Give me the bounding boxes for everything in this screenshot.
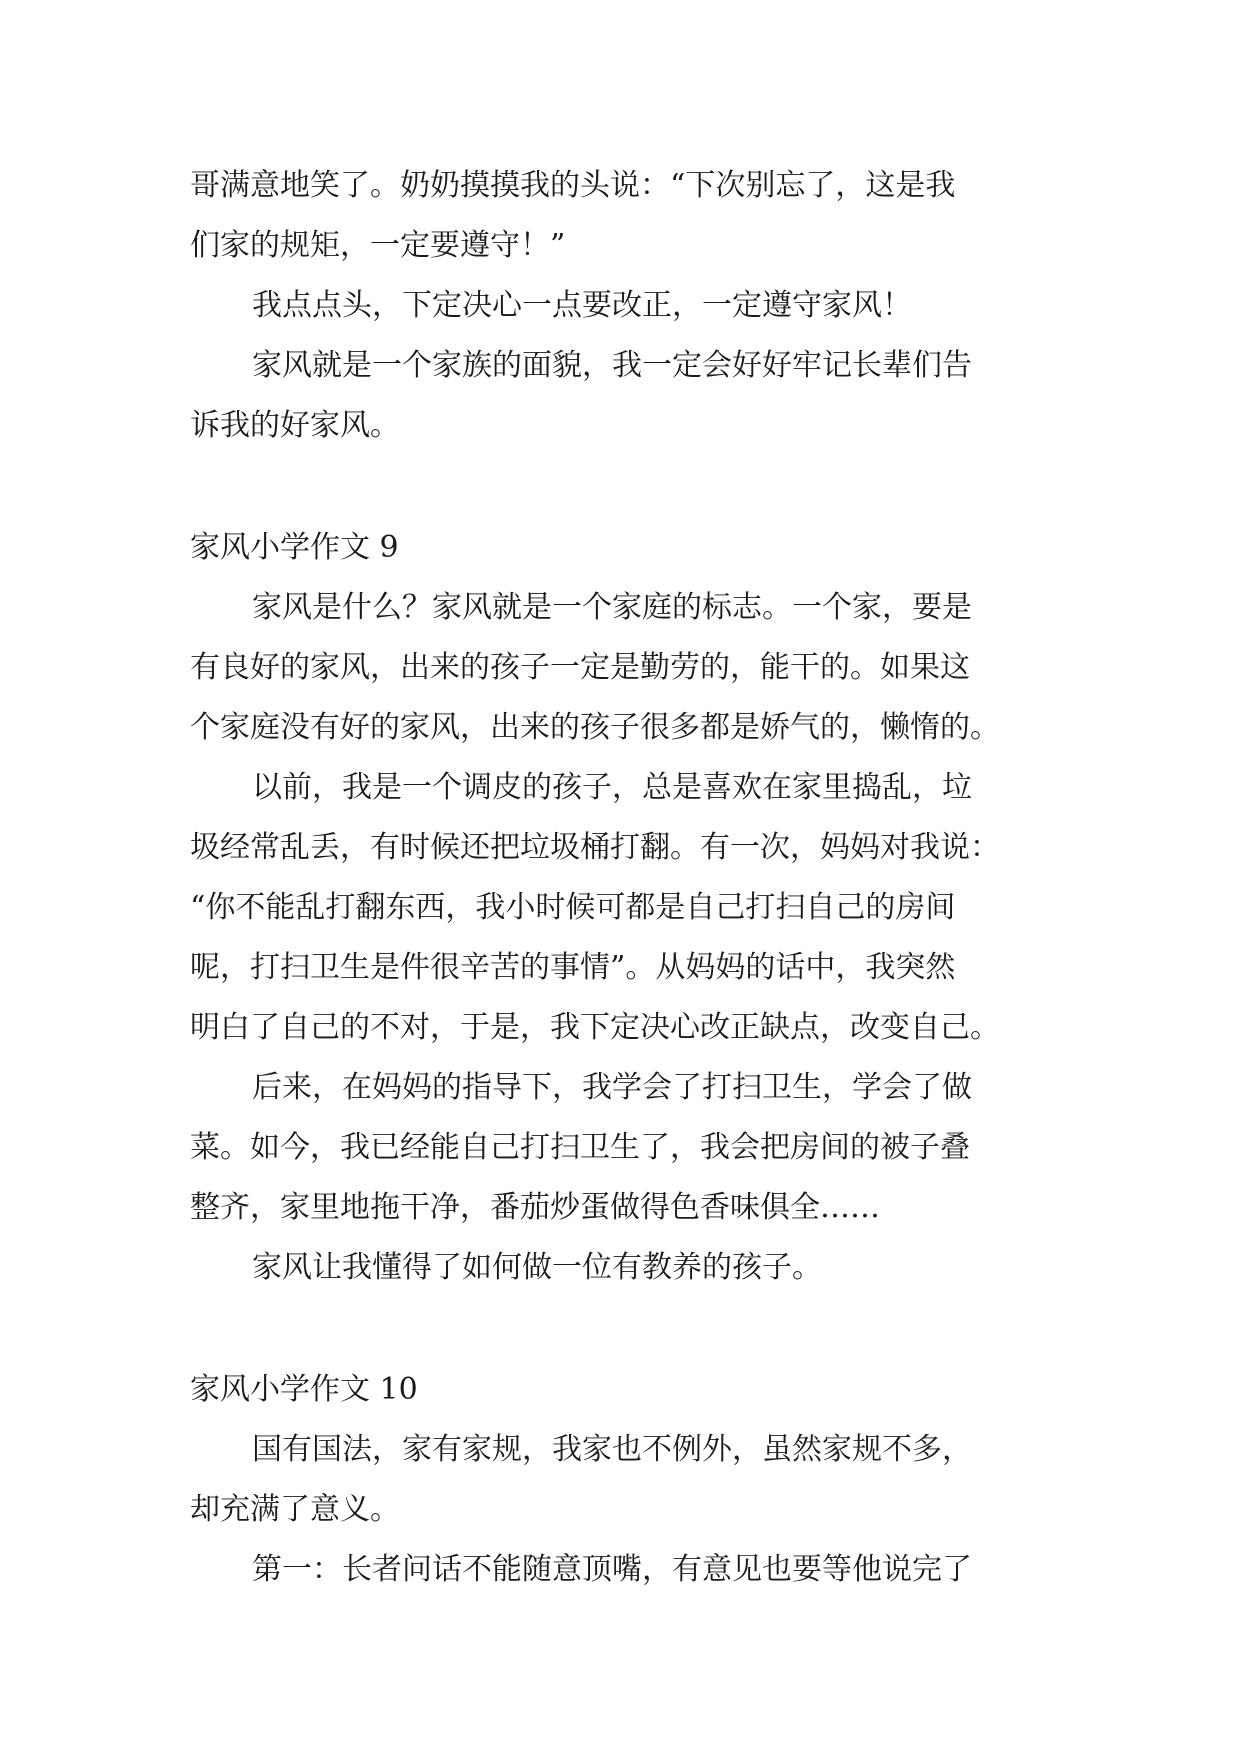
text-line: 家风是什么？家风就是一个家庭的标志。一个家，要是 bbox=[252, 590, 972, 625]
text-line: 明白了自己的不对，于是，我下定决心改正缺点，改变自己。 bbox=[190, 1010, 1000, 1045]
text-line: 国有国法，家有家规，我家也不例外，虽然家规不多， bbox=[252, 1432, 972, 1467]
essay-title: 家风小学作文 9 bbox=[190, 530, 399, 565]
text-line: 有良好的家风，出来的孩子一定是勤劳的，能干的。如果这 bbox=[190, 650, 970, 685]
text-line: 第一：长者问话不能随意顶嘴，有意见也要等他说完了 bbox=[252, 1552, 972, 1587]
text-line: 以前，我是一个调皮的孩子，总是喜欢在家里捣乱，垃 bbox=[252, 770, 972, 805]
text-line: 后来，在妈妈的指导下，我学会了打扫卫生，学会了做 bbox=[252, 1070, 972, 1105]
text-line: 我点点头，下定决心一点要改正，一定遵守家风！ bbox=[252, 288, 912, 323]
text-line: 家风让我懂得了如何做一位有教养的孩子。 bbox=[252, 1250, 822, 1285]
text-line: 却充满了意义。 bbox=[190, 1492, 400, 1527]
text-line: 整齐，家里地拖干净，番茄炒蛋做得色香味俱全…… bbox=[190, 1190, 880, 1225]
essay-title: 家风小学作文 10 bbox=[190, 1372, 418, 1407]
text-line: 圾经常乱丢，有时候还把垃圾桶打翻。有一次，妈妈对我说： bbox=[190, 830, 1000, 865]
document-body bbox=[190, 158, 1055, 1602]
text-line: 菜。如今，我已经能自己打扫卫生了，我会把房间的被子叠 bbox=[190, 1130, 970, 1165]
text-line: “你不能乱打翻东西，我小时候可都是自己打扫自己的房间 bbox=[190, 890, 956, 925]
text-line: 呢，打扫卫生是件很辛苦的事情”。从妈妈的话中，我突然 bbox=[190, 950, 956, 985]
text-line: 哥满意地笑了。奶奶摸摸我的头说：“下次别忘了，这是我 bbox=[190, 168, 956, 203]
text-line: 个家庭没有好的家风，出来的孩子很多都是娇气的，懒惰的。 bbox=[190, 710, 1000, 745]
text-line: 家风就是一个家族的面貌，我一定会好好牢记长辈们告 bbox=[252, 348, 972, 383]
text-line: 诉我的好家风。 bbox=[190, 408, 400, 443]
text-line: 们家的规矩，一定要遵守！” bbox=[190, 228, 566, 263]
